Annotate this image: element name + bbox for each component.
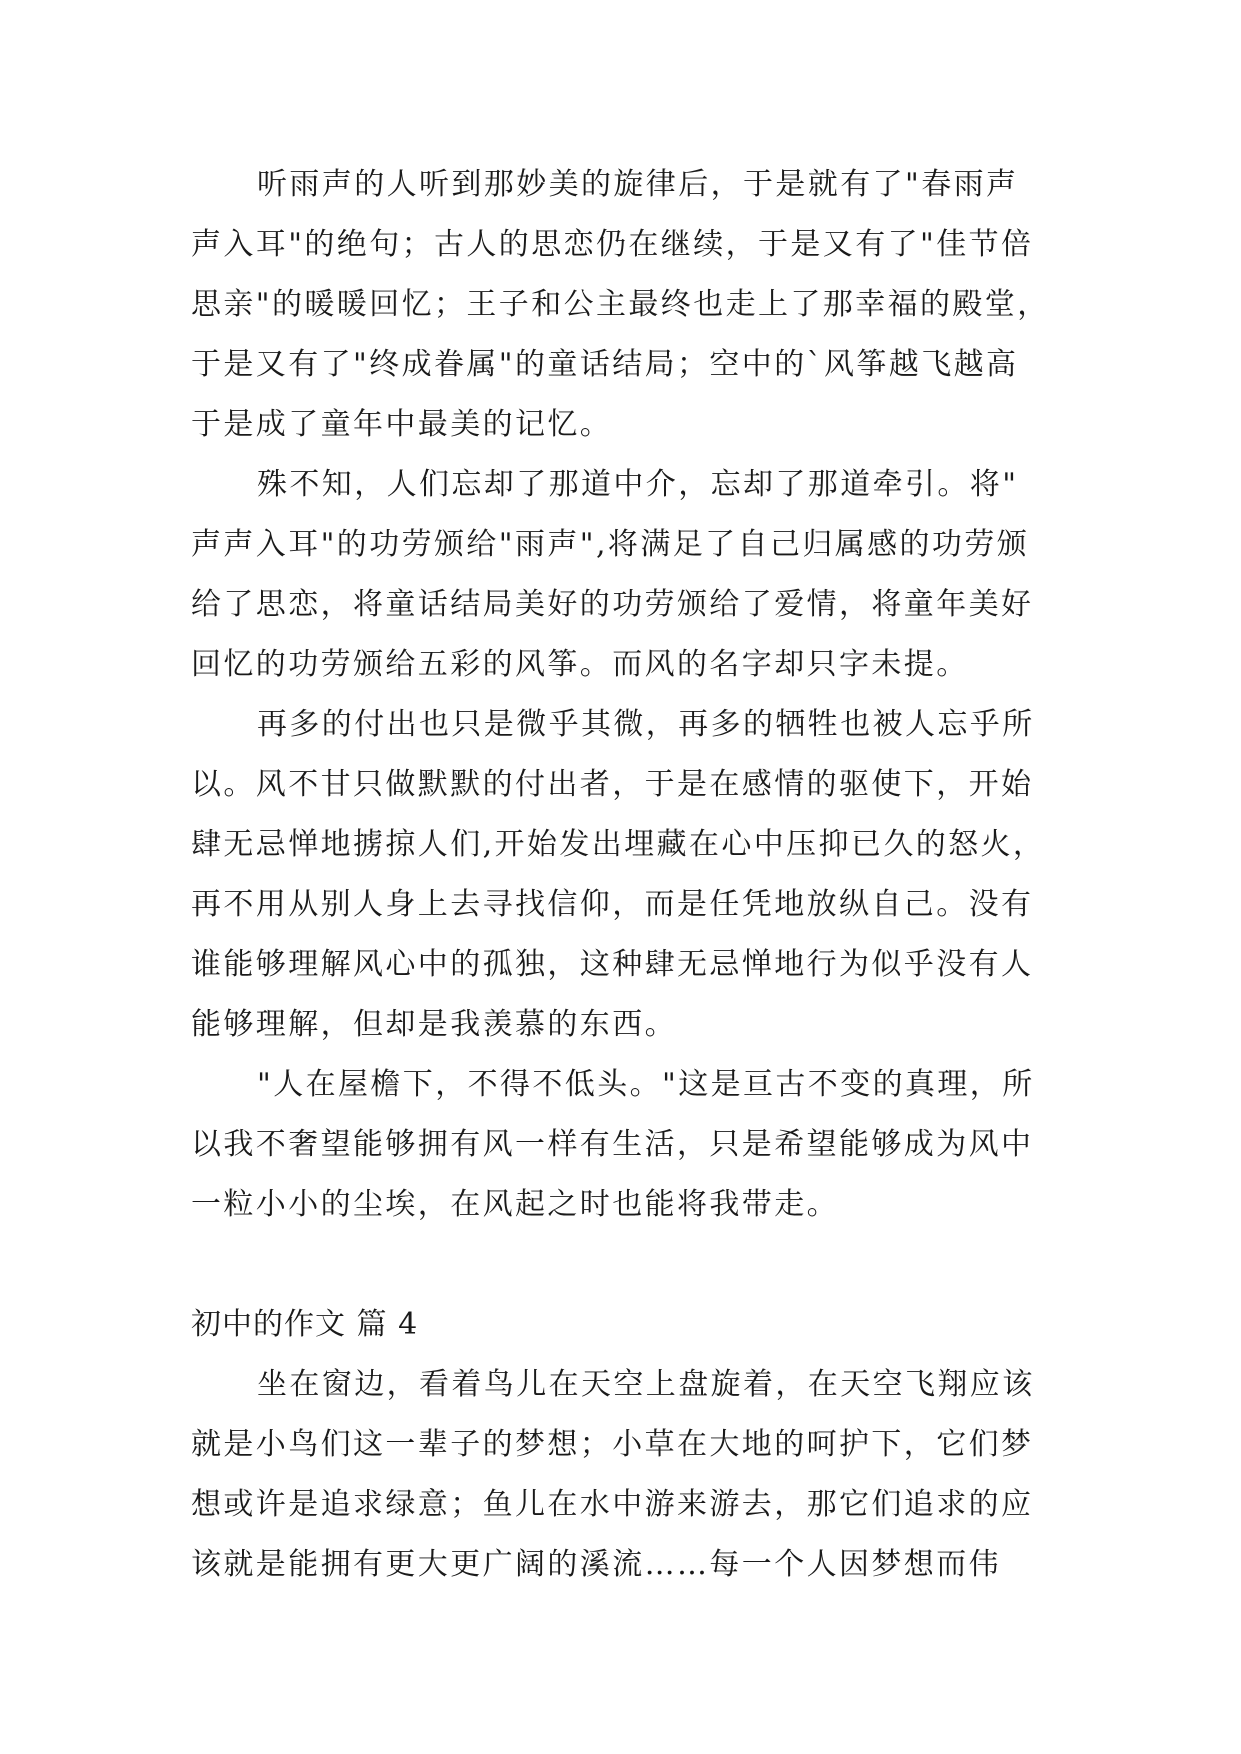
text-line: 听雨声的人听到那妙美的旋律后，于是就有了"春雨声	[257, 167, 1019, 202]
text-line: 坐在窗边，看着鸟儿在天空上盘旋着，在天空飞翔应该	[257, 1367, 1035, 1402]
text-line: 能够理解，但却是我羡慕的东西。	[191, 1007, 677, 1042]
document-page	[191, 155, 1061, 1595]
text-line: 再多的付出也只是微乎其微，再多的牺牲也被人忘乎所	[257, 707, 1035, 742]
paragraph-2	[191, 455, 1061, 695]
text-line: 就是小鸟们这一辈子的梦想；小草在大地的呵护下，它们梦	[191, 1427, 1034, 1462]
text-line: 以我不奢望能够拥有风一样有生活，只是希望能够成为风中	[191, 1127, 1034, 1162]
text-line: 再不用从别人身上去寻找信仰，而是任凭地放纵自己。没有	[191, 887, 1034, 922]
text-line: "人在屋檐下，不得不低头。"这是亘古不变的真理，所	[257, 1067, 1035, 1102]
text-line: 殊不知，人们忘却了那道中介，忘却了那道牵引。将"	[257, 467, 1019, 502]
text-line: 以。风不甘只做默默的付出者，于是在感情的驱使下，开始	[191, 767, 1034, 802]
text-line: 谁能够理解风心中的孤独，这种肆无忌惮地行为似乎没有人	[191, 947, 1034, 982]
paragraph-3	[191, 695, 1061, 1055]
text-line: 该就是能拥有更大更广阔的溪流……每一个人因梦想而伟	[191, 1547, 1001, 1582]
text-line: 思亲"的暖暖回忆；王子和公主最终也走上了那幸福的殿堂，	[191, 287, 1050, 322]
paragraph-1	[191, 155, 1061, 455]
text-line: 声入耳"的绝句；古人的思恋仍在继续，于是又有了"佳节倍	[191, 227, 1034, 262]
text-line: 于是又有了"终成眷属"的童话结局；空中的`风筝越飞越高	[191, 347, 1019, 382]
text-line: 于是成了童年中最美的记忆。	[191, 407, 613, 442]
section-heading: 初中的作文 篇 4	[191, 1307, 419, 1342]
text-line: 给了思恋，将童话结局美好的功劳颁给了爱情，将童年美好	[191, 587, 1034, 622]
paragraph-5	[191, 1355, 1061, 1595]
text-line: 想或许是追求绿意；鱼儿在水中游来游去，那它们追求的应	[191, 1487, 1034, 1522]
text-line: 回忆的功劳颁给五彩的风筝。而风的名字却只字未提。	[191, 647, 969, 682]
text-line: 肆无忌惮地掳掠人们,开始发出埋藏在心中压抑已久的怒火，	[191, 827, 1046, 862]
text-line: 一粒小小的尘埃，在风起之时也能将我带走。	[191, 1187, 839, 1222]
text-line: 声声入耳"的功劳颁给"雨声",将满足了自己归属感的功劳颁	[191, 527, 1030, 562]
paragraph-4	[191, 1055, 1061, 1235]
